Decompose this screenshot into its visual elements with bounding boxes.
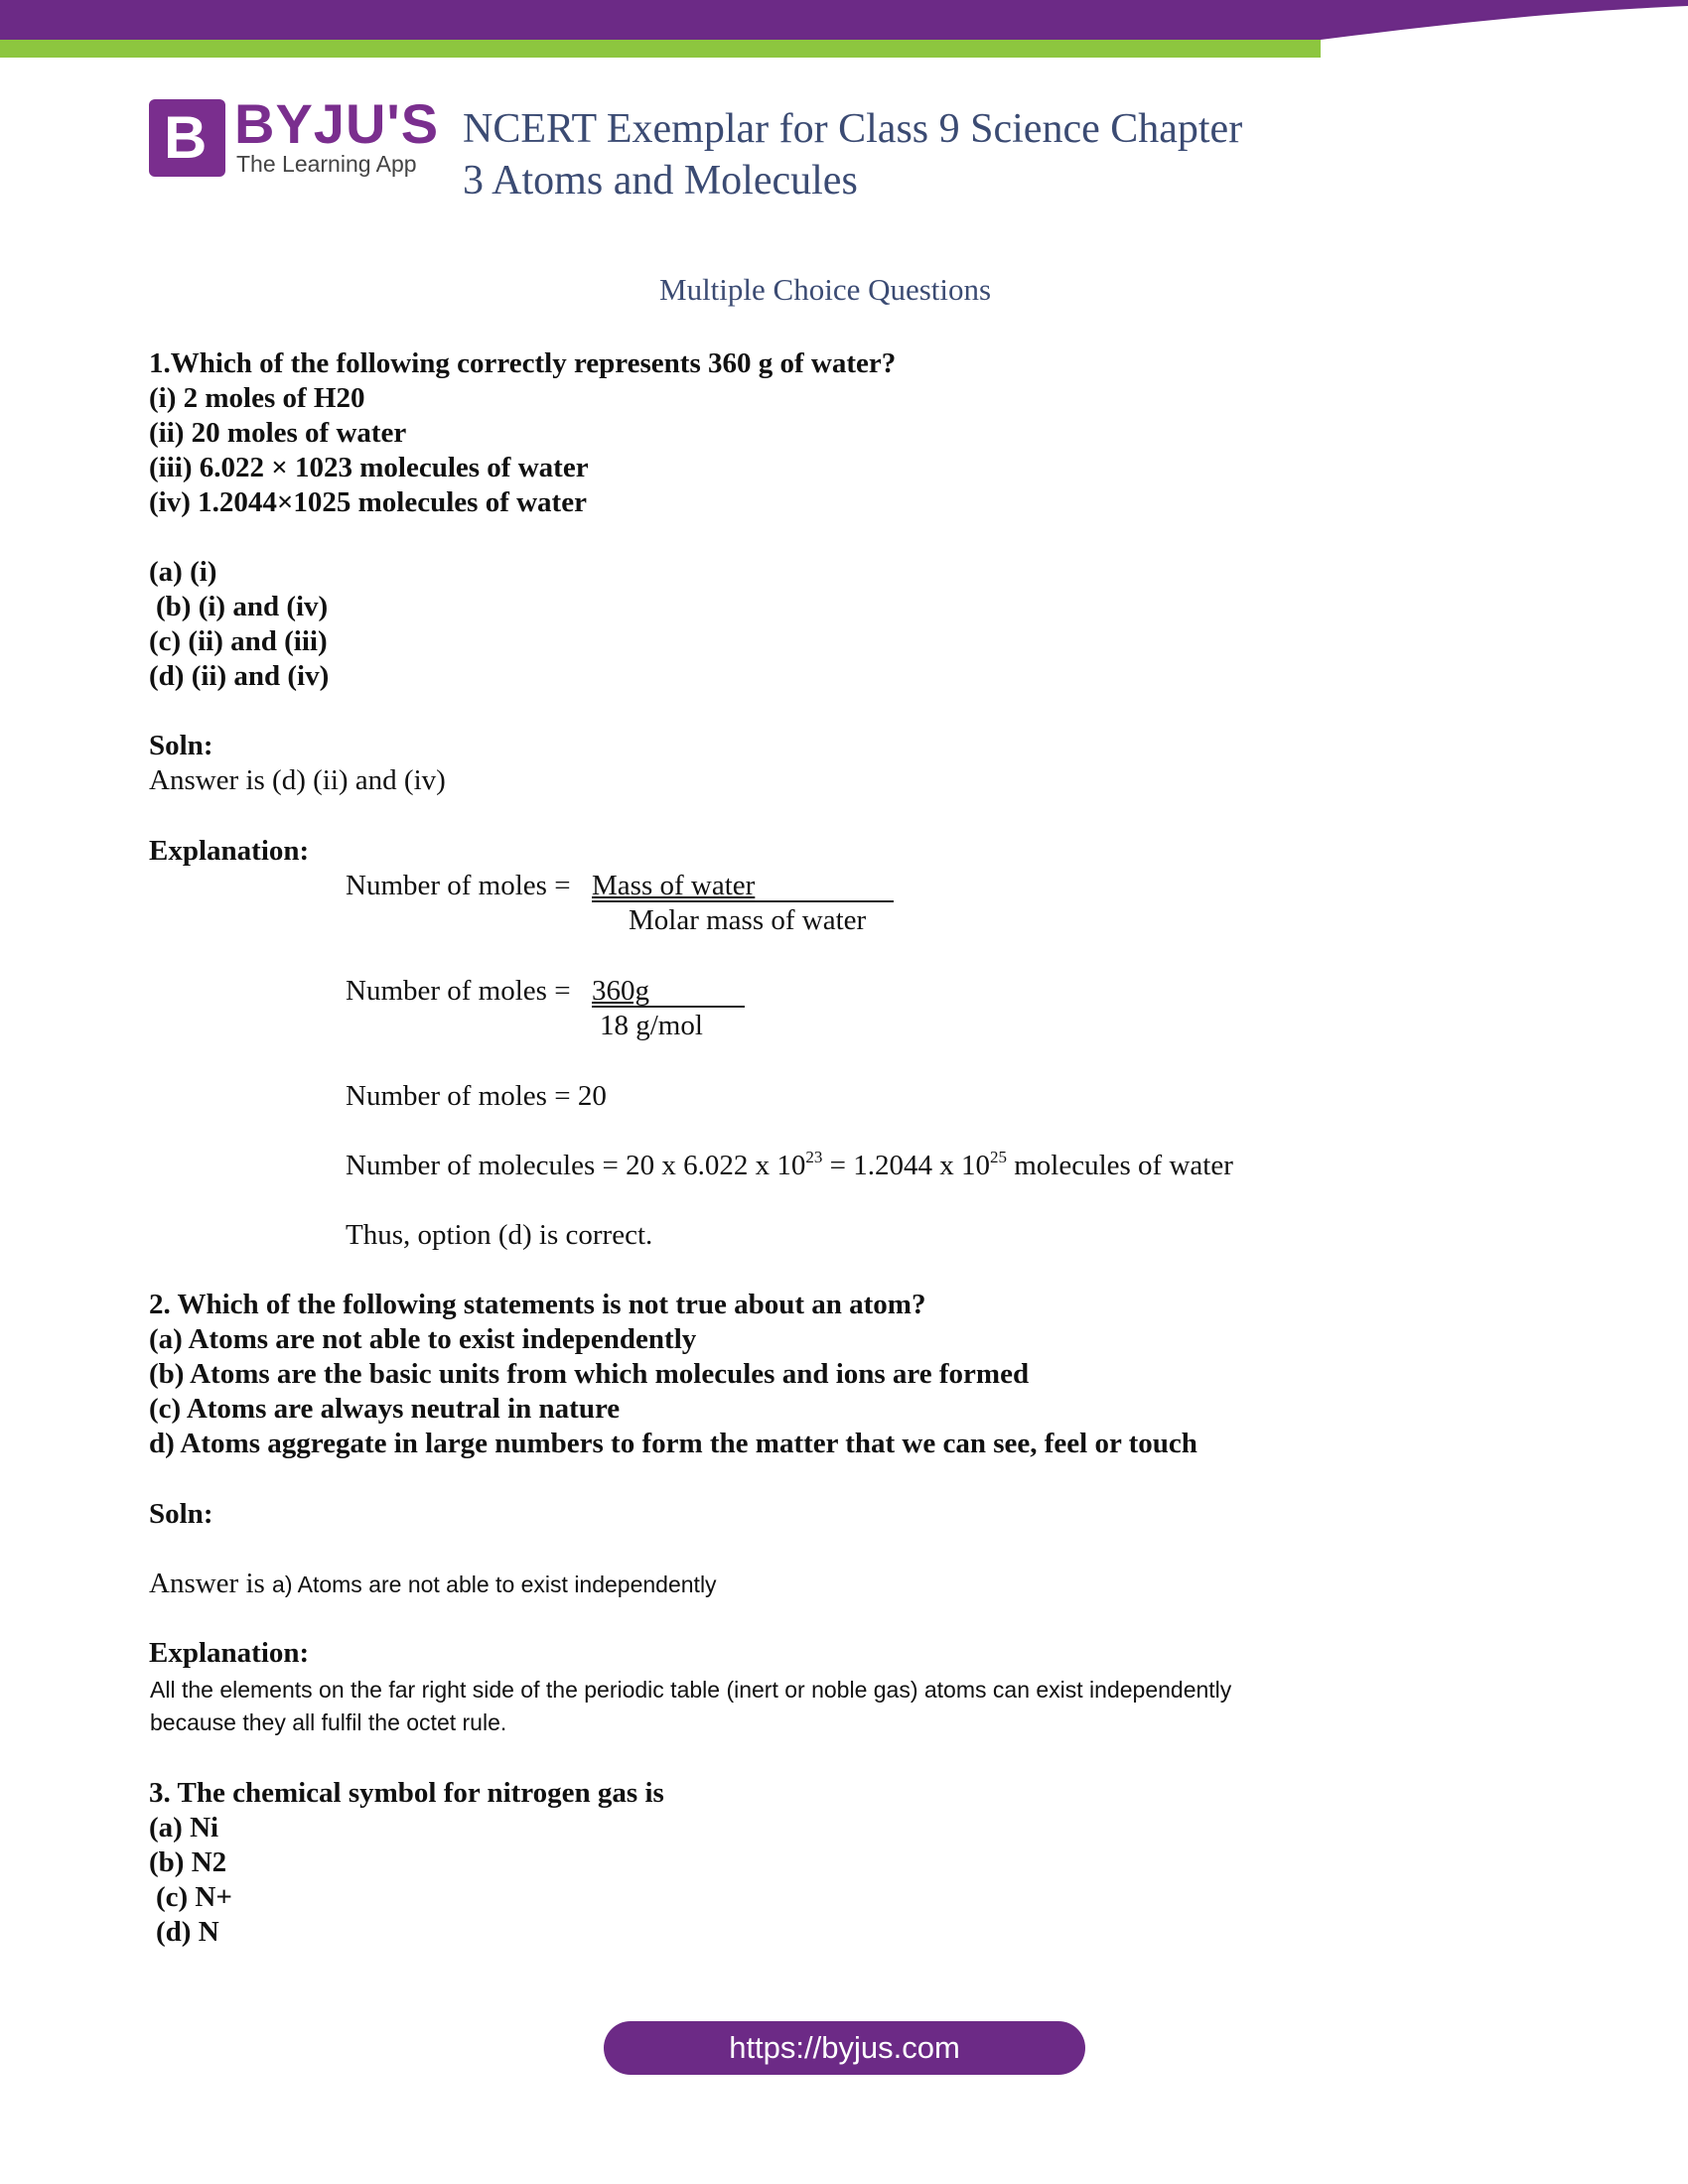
- eq1-denominator: Molar mass of water: [629, 904, 867, 936]
- q3-option: (d) N: [156, 1916, 219, 1948]
- q1-statement: (ii) 20 moles of water: [149, 417, 407, 449]
- q2-option: (a) Atoms are not able to exist independently: [149, 1323, 697, 1355]
- q1-soln-label: Soln:: [149, 730, 213, 761]
- green-band: [0, 40, 1321, 58]
- eq4-exponent-2: 25: [989, 1148, 1007, 1166]
- eq2-numerator: 360g: [592, 975, 649, 1007]
- eq3: Number of moles = 20: [346, 1080, 607, 1112]
- logo-tile: [149, 99, 225, 177]
- q1-answer: Answer is (d) (ii) and (iv): [149, 764, 446, 796]
- byjus-logo: [149, 92, 440, 179]
- q1-conclusion: Thus, option (d) is correct.: [346, 1219, 653, 1251]
- q1-option: (c) (ii) and (iii): [149, 625, 328, 657]
- eq2-lhs: Number of moles =: [346, 975, 571, 1007]
- footer-url-text: https://byjus.com: [729, 2030, 960, 2065]
- q2-explanation-line2: because they all fulfil the octet rule.: [150, 1709, 507, 1735]
- header-bands: [0, 0, 1688, 60]
- q3-option: (c) N+: [156, 1881, 232, 1913]
- eq4-part-b: = 1.2044 x 10: [822, 1150, 990, 1181]
- eq2-fraction-bar: [592, 1006, 745, 1008]
- q2-explanation-line1: All the elements on the far right side of the periodic table (inert or noble gas) atoms can exist independently: [150, 1677, 1232, 1703]
- eq4: [346, 1149, 1233, 1183]
- eq4-part-c: molecules of water: [1006, 1150, 1233, 1181]
- q2-answer-prefix: Answer is: [149, 1568, 273, 1599]
- q1-statement: (iv) 1.2044×1025 molecules of water: [149, 486, 587, 518]
- q1-option: (a) (i): [149, 556, 217, 588]
- q2-soln-label: Soln:: [149, 1498, 213, 1530]
- q1-option: (d) (ii) and (iv): [149, 660, 330, 692]
- eq1-fraction-bar: [592, 900, 894, 902]
- logo-letter: B: [164, 104, 208, 171]
- q2-answer-text: a) Atoms are not able to exist independently: [272, 1571, 717, 1597]
- q2-option: d) Atoms aggregate in large numbers to form the matter that we can see, feel or touch: [149, 1428, 1197, 1459]
- eq1-numerator: Mass of water: [592, 870, 756, 901]
- brand-tagline: The Learning App: [236, 151, 417, 177]
- eq4-exponent-1: 23: [805, 1148, 823, 1166]
- q2-question: 2. Which of the following statements is not true about an atom?: [149, 1289, 926, 1320]
- footer-url-link[interactable]: [604, 2021, 1085, 2075]
- q1-question: 1.Which of the following correctly represents 360 g of water?: [149, 347, 897, 379]
- q2-option: (c) Atoms are always neutral in nature: [149, 1393, 621, 1425]
- q3-option: (b) N2: [149, 1846, 227, 1878]
- q2-explanation-label: Explanation:: [149, 1637, 310, 1669]
- eq1-lhs: Number of moles =: [346, 870, 571, 901]
- brand-name: BYJU'S: [234, 92, 440, 155]
- q1-explanation-label: Explanation:: [149, 835, 310, 867]
- document-title-line1: NCERT Exemplar for Class 9 Science Chapter: [463, 106, 1243, 152]
- eq4-part-a: Number of molecules = 20 x 6.022 x 10: [346, 1150, 806, 1181]
- purple-band: [0, 0, 1688, 40]
- q2-answer: [149, 1567, 717, 1602]
- q3-option: (a) Ni: [149, 1812, 219, 1843]
- section-title: Multiple Choice Questions: [659, 272, 992, 307]
- q1-statement: (iii) 6.022 × 1023 molecules of water: [149, 452, 589, 483]
- q3-question: 3. The chemical symbol for nitrogen gas is: [149, 1777, 664, 1809]
- q1-statement: (i) 2 moles of H20: [149, 382, 365, 414]
- q2-option: (b) Atoms are the basic units from which molecules and ions are formed: [149, 1358, 1030, 1390]
- q1-option: (b) (i) and (iv): [156, 591, 329, 622]
- document-title-line2: 3 Atoms and Molecules: [463, 158, 858, 204]
- eq2-denominator: 18 g/mol: [600, 1010, 703, 1041]
